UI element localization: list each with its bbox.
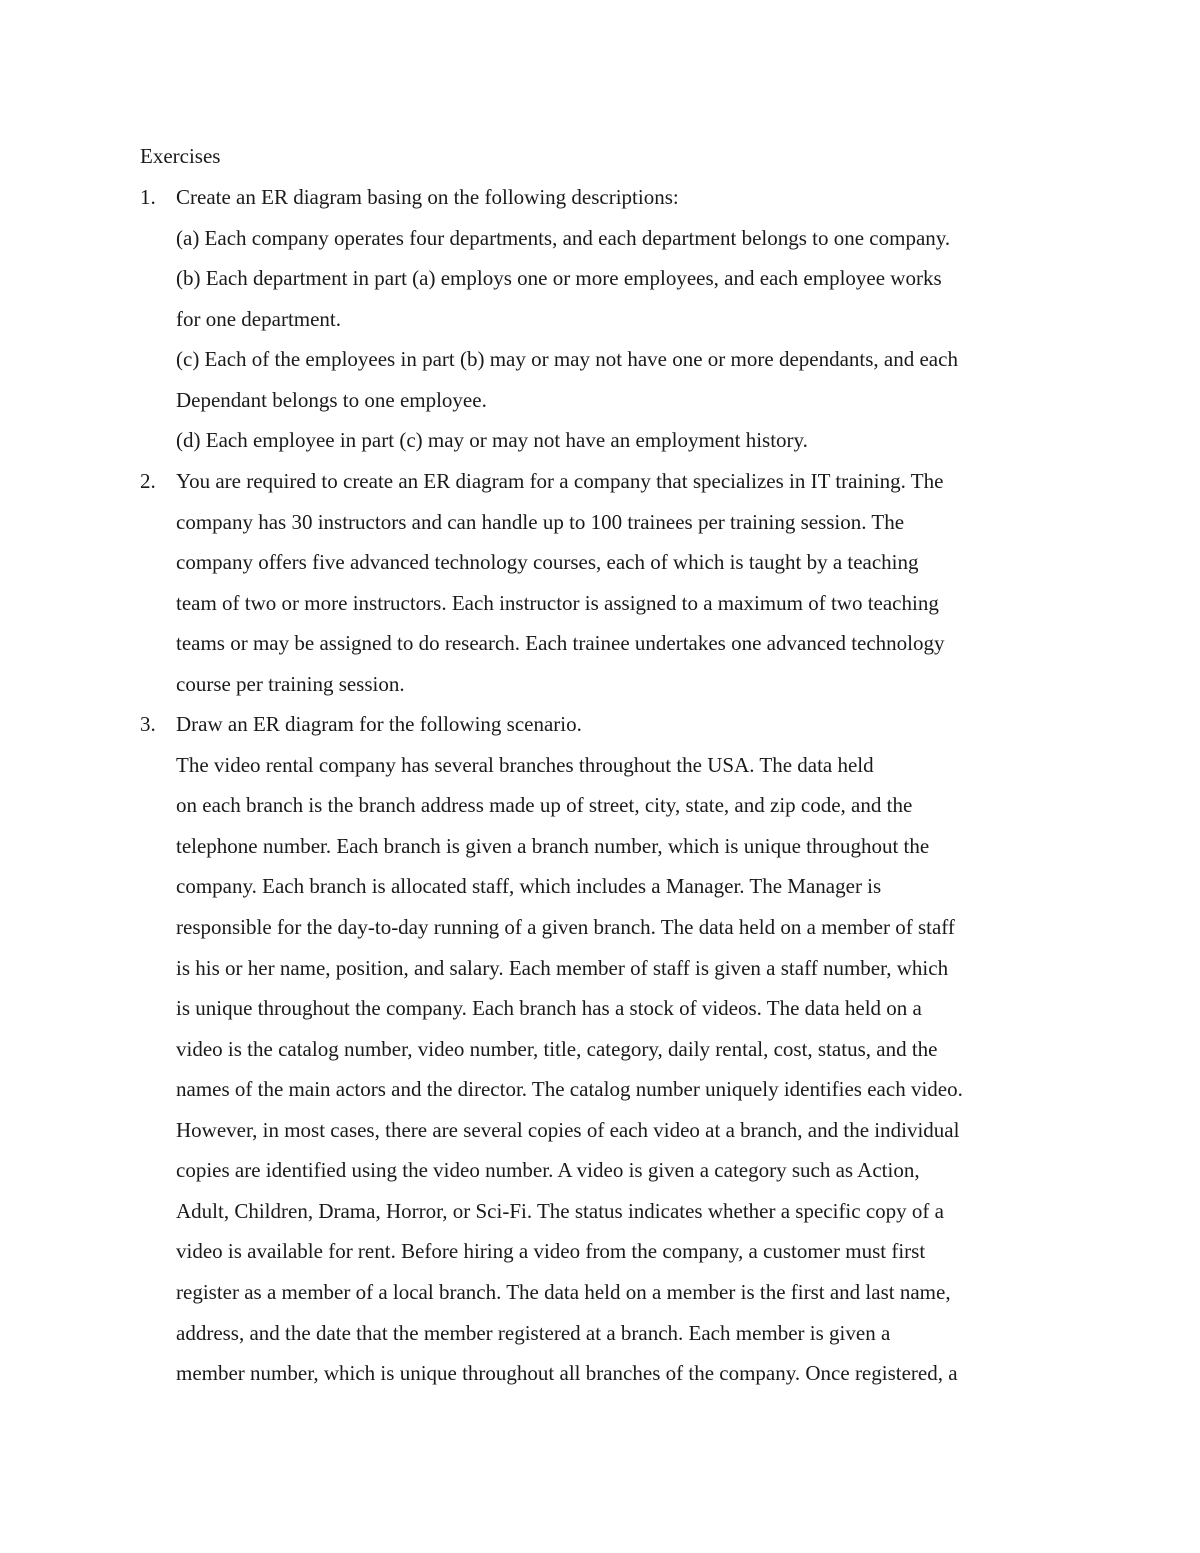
exercise-1-line: (c) Each of the employees in part (b) may or may not have one or more dependants, and each: [176, 347, 958, 371]
exercise-3-line: Draw an ER diagram for the following scenario.: [176, 712, 582, 736]
exercise-3-line: responsible for the day-to-day running of a given branch. The data held on a member of staff: [176, 915, 955, 939]
exercise-1-line: (b) Each department in part (a) employs one or more employees, and each employee works: [176, 266, 942, 290]
exercise-3-line: However, in most cases, there are several copies of each video at a branch, and the individual: [176, 1118, 960, 1142]
exercise-2-line: teams or may be assigned to do research. Each trainee undertakes one advanced technology: [176, 631, 945, 655]
exercise-3-line: copies are identified using the video number. A video is given a category such as Action,: [176, 1158, 920, 1182]
exercise-3-line: The video rental company has several branches throughout the USA. The data held: [176, 753, 874, 777]
exercise-2-line: team of two or more instructors. Each instructor is assigned to a maximum of two teaching: [176, 591, 939, 615]
exercise-3-line: member number, which is unique throughout all branches of the company. Once registered, a: [176, 1361, 958, 1385]
exercise-3-line: telephone number. Each branch is given a branch number, which is unique throughout the: [176, 834, 930, 858]
exercise-1-line: Create an ER diagram basing on the following descriptions:: [176, 185, 679, 209]
exercise-1-line: (a) Each company operates four departments, and each department belongs to one company.: [176, 226, 951, 250]
exercise-3-line: Adult, Children, Drama, Horror, or Sci-Fi. The status indicates whether a specific copy of a: [176, 1199, 944, 1223]
exercise-3-line: video is the catalog number, video number, title, category, daily rental, cost, status, and the: [176, 1037, 938, 1061]
exercise-3-line: register as a member of a local branch. The data held on a member is the first and last name,: [176, 1280, 951, 1304]
exercise-3-line: names of the main actors and the director. The catalog number uniquely identifies each video.: [176, 1077, 963, 1101]
exercise-3-number: 3.: [140, 712, 156, 736]
exercise-2-line: company has 30 instructors and can handle up to 100 trainees per training session. The: [176, 510, 905, 534]
exercise-1-line: Dependant belongs to one employee.: [176, 388, 487, 412]
exercise-2-line: course per training session.: [176, 672, 405, 696]
exercise-1-line: (d) Each employee in part (c) may or may not have an employment history.: [176, 428, 808, 452]
exercise-1-number: 1.: [140, 185, 156, 209]
exercise-3-line: on each branch is the branch address made up of street, city, state, and zip code, and the: [176, 793, 913, 817]
exercise-3-line: is his or her name, position, and salary. Each member of staff is given a staff number, which: [176, 956, 949, 980]
exercise-2-number: 2.: [140, 469, 156, 493]
exercise-2-line: company offers five advanced technology courses, each of which is taught by a teaching: [176, 550, 919, 574]
exercise-2-line: You are required to create an ER diagram for a company that specializes in IT training. The: [176, 469, 944, 493]
exercise-1-line: for one department.: [176, 307, 342, 331]
exercise-3-line: video is available for rent. Before hiring a video from the company, a customer must first: [176, 1239, 926, 1263]
exercise-3-line: address, and the date that the member registered at a branch. Each member is given a: [176, 1321, 891, 1345]
exercise-3-line: company. Each branch is allocated staff, which includes a Manager. The Manager is: [176, 874, 882, 898]
exercises-heading: Exercises: [140, 144, 221, 168]
exercise-3-line: is unique throughout the company. Each branch has a stock of videos. The data held on a: [176, 996, 922, 1020]
